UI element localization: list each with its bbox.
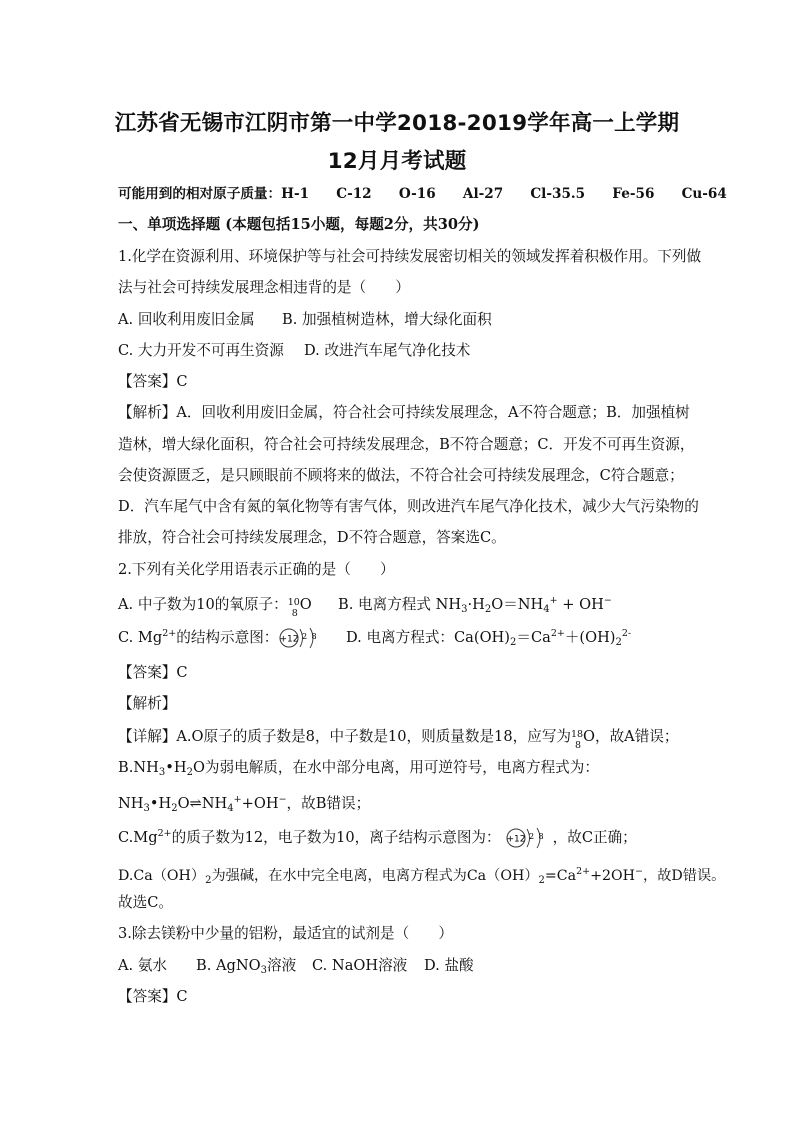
q1-answer: 【答案】C [118,373,188,390]
q2-stem: 2.下列有关化学用语表示正确的是（ ） [118,561,395,578]
eq-oh: +OH [241,795,279,812]
shell-1-electrons: 2 [302,632,308,641]
subscript: 2 [205,875,212,886]
q2-detail-b-tail: O为弱电解质，在水中部分电离，用可逆符号，电离方程式为： [192,759,599,776]
q2-option-a [118,595,338,619]
q3-option-b-text: B. AgNO [196,957,261,974]
q1-explanation-line1: 【解析】A．回收利用废旧金属，符合社会可持续发展理念，A不符合题意；B．加强植树 [118,404,690,421]
q2-option-b-h: ·H [467,596,485,613]
isotope-notation [287,595,300,619]
q2-detail-a-tail: O，故A错误； [583,728,679,745]
subscript: 3 [461,604,468,615]
superscript: + [233,794,242,805]
q1-explanation-line3: 会使资源匮乏，是只顾眼前不顾将来的做法，不符合社会可持续发展理念，C符合题意； [118,467,684,484]
q1-option-c: C. 大力开发不可再生资源 [118,342,284,359]
shell-2-electrons: 8 [538,832,544,841]
q2-conclusion: 故选C。 [118,894,173,911]
q2-options-cd [118,624,631,653]
nucleus-charge: +12 [279,634,299,645]
q2-detail-a [118,727,679,751]
atomic-number: 8 [291,608,298,619]
q2-option-d-tail: ＋(OH) [564,629,616,646]
q2-detail-c-text: C.Mg [118,829,158,846]
q2-detail-d-text: D.Ca（OH） [118,868,206,884]
superscript: − [603,595,612,606]
nucleus-charge: +12 [506,834,526,845]
mg-ion-structure-diagram [505,825,549,851]
q1-options-cd [118,341,470,361]
q1-explanation-line4: D．汽车尾气中含有氮的氧化物等有害气体，则改进汽车尾气净化技术，减少大气污染物的 [118,498,699,515]
exam-title-line2: 12月月考试题 [327,149,467,174]
q3-option-b-tail: 溶液 [267,957,297,974]
superscript: 2- [621,628,632,639]
subscript: 3 [143,803,150,814]
q3-answer: 【答案】C [118,988,188,1005]
q2-detail-c [118,824,637,851]
q1-option-b: B. 加强植树造林，增大绿化面积 [282,311,492,328]
q2-option-d-mid: ＝Ca [516,629,551,646]
mg-ion-structure-diagram [278,625,320,651]
subscript: 4 [543,604,550,615]
shell-2-electrons: 8 [311,632,317,641]
q2-detail-a-text: 【详解】A.O原子的质子数是8，中子数是10，则质量数是18，应写为 [118,728,572,745]
q3-options [118,956,474,981]
q3-option-c: C. NaOH溶液 [312,957,408,974]
subscript: 4 [227,803,234,814]
superscript: 2+ [157,828,172,839]
q2-detail-c-mid: 的质子数为12，电子数为10，离子结构示意图为： [171,829,501,846]
q2-option-d [346,624,631,653]
q2-option-b-text: B. 电离方程式 NH [338,596,462,613]
q2-detail-b-equation [118,790,370,819]
isotope-notation [571,727,584,751]
superscript: 2+ [576,866,591,877]
q2-option-b-eq: O＝NH [491,596,544,613]
q3-option-b [196,956,312,981]
q3-option-a: A. 氨水 [118,957,168,974]
q2-answer: 【答案】C [118,664,188,681]
q3-stem: 3.除去镁粉中少量的铝粉，最适宜的试剂是（ ） [118,925,453,942]
subscript: 2 [171,803,178,814]
q2-option-d-text: D. 电离方程式：Ca(OH) [346,629,510,646]
subscript: 2 [615,637,622,648]
q2-option-c-rest: 的结构示意图： [176,629,279,646]
exam-title-line1: 江苏省无锡市江阴市第一中学2018-2019学年高一上学期 [114,111,680,136]
superscript: − [278,794,287,805]
q1-explanation-line2: 造林，增大绿化面积，符合社会可持续发展理念，B不符合题意；C．开发不可再生资源， [118,436,695,453]
mass-number: 10 [287,597,300,608]
subscript: 2 [509,637,517,648]
q1-stem-line1: 1.化学在资源利用、环境保护等与社会可持续发展密切相关的领域发挥着积极作用。下列做 [118,248,702,265]
eq-rev: O⇌NH [177,795,228,812]
q2-detail-d-mid: 为强碱，在水中完全电离，电离方程式为Ca（OH） [211,868,539,884]
subscript: 3 [260,965,267,976]
q3-option-d: D. 盐酸 [424,957,474,974]
q1-option-d: D. 改进汽车尾气净化技术 [304,342,471,359]
element-symbol: O [299,596,312,613]
subscript: 2 [186,767,193,778]
q2-option-b-oh: + OH [557,596,604,613]
q2-detail-b-text: B.NH [118,759,159,776]
shell-1-electrons: 2 [528,832,534,841]
q1-stem-line2: 法与社会可持续发展理念相违背的是（ ） [118,279,410,296]
atomic-mass-line: 可能用到的相对原子质量：H-1 C-12 O-16 Al-27 Cl-35.5 Fe-56 Cu-64 [118,186,727,202]
q2-detail-d-tail: ，故D错误。 [643,868,726,884]
eq-h: •H [149,795,172,812]
subscript: 2 [538,875,545,886]
q2-detail-d [118,862,725,891]
eq-nh: NH [118,795,144,812]
q2-detail-b [118,758,599,783]
q2-options-ab [118,591,612,620]
superscript: − [635,866,644,877]
q1-explanation-line5: 排放，符合社会可持续发展理念，D不符合题意，答案选C。 [118,529,506,546]
subscript: 3 [158,767,166,778]
subscript: 2 [484,604,492,615]
q1-option-a: A. 回收利用废旧金属 [118,311,255,328]
q2-option-c [118,624,346,651]
q2-detail-d-ca: =Ca [544,868,577,884]
eq-tail: ，故B错误； [286,795,371,812]
q2-detail-c-tail: ，故C正确； [552,829,637,846]
mass-number: 18 [571,729,584,740]
q1-options-ab [118,310,492,330]
q2-option-a-text: A. 中子数为10的氧原子： [118,596,288,613]
q2-detail-b-h: •H [165,759,187,776]
superscript: 2+ [162,628,177,639]
q2-explanation-label: 【解析】 [118,695,177,712]
section-heading: 一、单项选择题 (本题包括15小题，每题2分，共30分) [118,216,480,233]
superscript: + [549,595,558,606]
superscript: 2+ [550,628,565,639]
atomic-number: 8 [575,740,582,751]
q2-detail-d-oh: +2OH [590,868,636,884]
q2-option-c-text: C. Mg [118,629,163,646]
q2-option-b [338,591,612,620]
